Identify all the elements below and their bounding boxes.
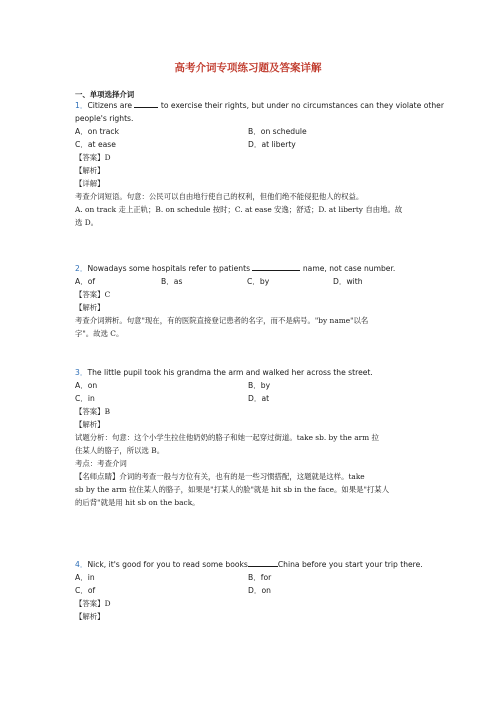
option-c: C．in <box>75 394 95 403</box>
analysis-label: 【解析】 <box>75 420 105 429</box>
question-2-stem: 2．Nowadays some hospitals refer to patients name, not case number. <box>75 264 396 273</box>
explanation-line: 【名师点睛】介词的考查一般与方位有关，也有的是一些习惯搭配，这题就是这样。take <box>75 472 365 481</box>
analysis-label: 【解析】 <box>75 166 105 175</box>
option-b: B．as <box>161 277 183 286</box>
question-number: 4． <box>75 560 88 569</box>
option-a: A．in <box>75 573 95 582</box>
question-number: 2． <box>75 264 88 273</box>
explanation-line: 住某人的胳子，所以选 B。 <box>75 446 165 455</box>
answer-label: 【答案】B <box>75 407 110 416</box>
option-c: C．at ease <box>75 140 116 149</box>
question-3-stem: 3．The little pupil took his grandma the arm and walked her across the street. <box>75 368 373 377</box>
option-b: B．on schedule <box>248 127 307 136</box>
explanation-line: 字"。故选 C。 <box>75 329 124 338</box>
answer-label: 【答案】D <box>75 153 111 162</box>
option-d: D．with <box>333 277 363 286</box>
option-a: A．on track <box>75 127 119 136</box>
analysis-label: 【解析】 <box>75 303 105 312</box>
question-1-stem-cont: people's rights. <box>75 114 134 123</box>
explanation-line: 考点：考查介词 <box>75 459 127 468</box>
question-4 <box>75 558 425 623</box>
answer-label: 【答案】C <box>75 290 111 299</box>
option-a: A．of <box>75 277 96 286</box>
explanation-line: sb by the arm 拉住某人的胳子，如果是"打某人的脸"就是 hit sb in the face。如果是"打某人 <box>75 485 390 494</box>
option-b: B．by <box>248 381 271 390</box>
question-1-stem: 1．Citizens are to exercise their rights, but under no circumstances can they violate other <box>75 101 444 110</box>
explanation-line: A. on track 走上正轨；B. on schedule 按时；C. at ease 安逸；舒适；D. at liberty 自由地。故 <box>75 205 403 214</box>
option-a: A．on <box>75 381 98 390</box>
option-d: D．on <box>248 586 271 595</box>
option-d: D．at <box>248 394 270 403</box>
detail-label: 【详解】 <box>75 179 105 188</box>
option-c: C．of <box>75 586 96 595</box>
explanation-line: 试题分析：句意：这个小学生拉住他奶奶的胳子和她一起穿过街道。take sb. by the arm 拉 <box>75 433 379 442</box>
question-1 <box>75 99 444 229</box>
question-2 <box>75 262 425 340</box>
question-1-options <box>75 125 425 138</box>
question-4-stem: 4．Nick, it's good for you to read some books China before you start your trip there. <box>75 560 423 569</box>
explanation-line: 选 D。 <box>75 218 99 227</box>
answer-blank <box>248 558 278 567</box>
page-title: 高考介词专项练习题及答案详解 <box>174 62 322 74</box>
answer-blank <box>252 262 300 271</box>
explanation-line: 考查介词辨析。句意"现在，有的医院直接登记患者的名字，而不是病号。"by name"以名 <box>75 316 369 325</box>
question-number: 3． <box>75 368 88 377</box>
question-3 <box>75 366 425 509</box>
answer-label: 【答案】D <box>75 599 111 608</box>
option-c: C．by <box>247 277 270 286</box>
explanation-line: 的后背"就是用 hit sb on the back。 <box>75 498 200 507</box>
section-title: 一、单项选择介词 <box>75 90 135 99</box>
question-number: 1． <box>75 101 88 110</box>
option-d: D．at liberty <box>248 140 296 149</box>
analysis-label: 【解析】 <box>75 612 105 621</box>
question-2-options <box>75 275 425 288</box>
question-3-options <box>75 379 425 392</box>
explanation-line: 考查介词短语。句意：公民可以自由地行使自己的权利，但他们绝不能侵犯他人的权益。 <box>75 192 364 201</box>
answer-blank <box>134 99 158 108</box>
option-b: B．for <box>248 573 272 582</box>
question-4-options <box>75 571 425 584</box>
